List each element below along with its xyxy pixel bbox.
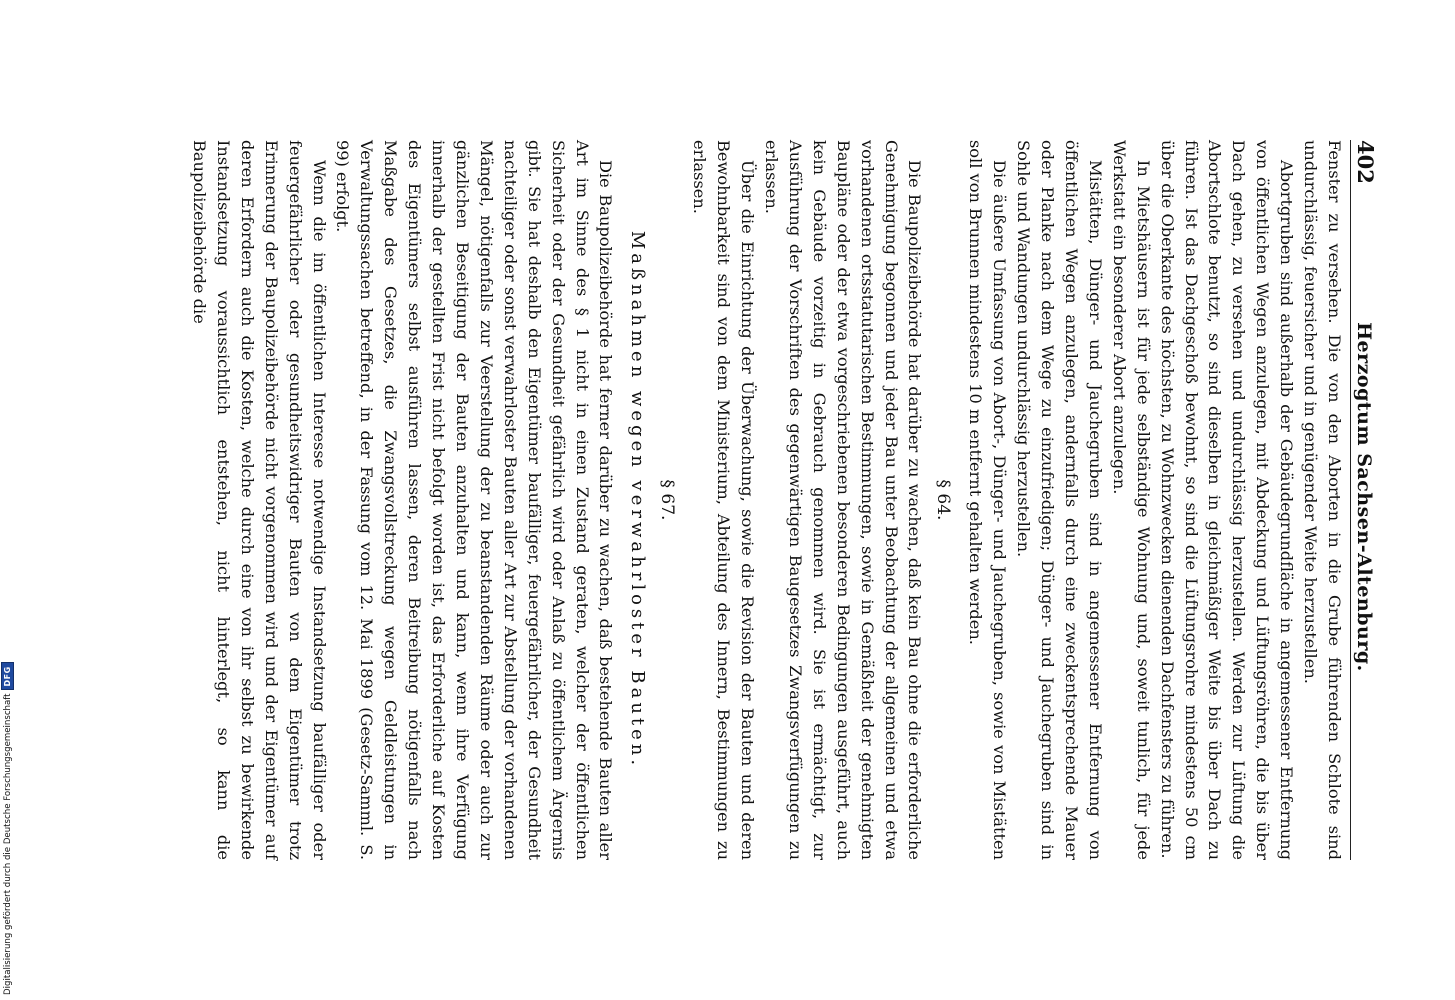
paragraph: Mistätten, Dünger- und Jauchegruben sind in angemessener Entfernung von öffentlichen Wegen anzulegen, andernfalls durch eine zweckentsprechende Mauer oder Planke nach dem Wege zu einzufriedigen; Dünger- und Jauchegruben sind in Sohle und Wandungen undurchlässig herzustellen. — [1014, 140, 1105, 860]
paragraph: Die Baupolizeibehörde hat ferner darüber zu wachen, daß bestehende Bauten aller Art im Sinne des § 1 nicht in einen Zustand geraten, welcher der öffentlichen Sicherheit oder der Gesundheit gefährlich wird oder Anlaß zu öffentlichem Ärgernis gibt. Sie hat deshalb den Eigentümer baufälliger, feuergefährlicher, der Gesundheit nachteiliger oder sonst verwahrloster Bauten aller Art zur Abstellung der vorhandenen Mängel, nötigenfalls zur Veerstellung der zu beanstandenden Räume oder auch zur gänzlichen Beseitigung der Bauten anzuhalten und kann, wenn ihre Verfügung innerhalb der gestellten Frist nicht befolgt worden ist, das Erforderliche auf Kosten des Eigentümers selbst ausführen lassen, deren Beitreibung nötigenfalls nach Maßgabe des Gesetzes, die Zwangsvollstreckung wegen Geldleistungen in Verwaltungssachen betreffend, in der Fassung vom 12. Mai 1899 (Gesetz-Samml. S. 99) erfolgt. — [333, 140, 616, 860]
paragraph: Über die Einrichtung der Überwachung, sowie die Revision der Bauten und deren Bewohnbarkeit sind von dem Ministerium, Abteilung des Innern, Bestimmungen zu erlassen. — [690, 140, 758, 860]
paragraph: Die äußere Umfassung von Abort-, Dünger- und Jauchegruben, sowie von Mistätten soll von Brunnen mindestens 10 m entfernt gehalten werden. — [966, 140, 1010, 860]
section-heading-64: § 64. — [933, 479, 954, 521]
page-content — [187, 130, 1378, 870]
paragraph: Wenn die im öffentlichen Interesse notwendige Instandsetzung baufälliger oder feuergefährlicher oder gesundheitswidriger Bauten von dem Eigentümer trotz Erinnerung der Baupolizeibehörde nicht vorgenommen wird und der Eigentümer auf deren Erfordern auch die Kosten, welche durch eine von ihr selbst zu bewirkende Instandsetzung voraussichtlich entstehen, nicht hinterlegt, so kann die Baupolizeibehörde die — [190, 140, 329, 860]
rotated-text-block — [88, 130, 1378, 870]
header-rule — [1350, 140, 1351, 860]
digitization-footer — [1, 662, 14, 995]
page-header — [1353, 140, 1378, 860]
section-heading-67: § 67. — [657, 479, 678, 521]
paragraph: Fenster zu versehen. Die von den Aborten in die Grube führenden Schlote sind undurchlässig, feuersicher und in genügender Weite herzustellen. — [1301, 140, 1344, 860]
dfg-logo: DFG — [1, 662, 14, 690]
running-title: Herzogtum Sachsen-Altenburg. — [1353, 322, 1375, 672]
paragraph: Die Baupolizeibehörde hat darüber zu wachen, daß kein Bau ohne die erforderliche Genehmigung begonnen und jeder Bau unter Beobachtung der allgemeinen und etwa vorhandenen ortsstatutarischen Bestimmungen, sowie in Gemäßheit der genehmigten Baupläne oder der etwa vorgeschriebenen besonderen Bedingungen ausgeführt, auch kein Gebäude vorzeitig in Gebrauch genommen wird. Sie ist ermächtigt, zur Ausführung der Vorschriften des gegenwärtigen Baugesetzes Zwangsverfügungen zu erlassen. — [762, 140, 925, 860]
digitization-note: Digitalisierung gefördert durch die Deutsche Forschungsgemeinschaft — [2, 693, 13, 995]
paragraph: In Mietshäusern ist für jede selbständige Wohnung und, soweit tunlich, für jede Werkstatt ein besonderer Abort anzulegen. — [1109, 140, 1153, 860]
page-number: 402 — [1353, 140, 1378, 184]
paragraph: Abortgruben sind außerhalb der Gebäudegrundfläche in angemessener Entfernung von öffentlichen Wegen anzulegen, mit Abdeckung und Lüftungsröhren, die bis über Dach gehen, zu versehen und undurchlässig herzustellen. Werden zur Lüftung die Abortschlote benutzt, so sind dieselben in gleichmäßiger Weite bis über Dach zu führen. Ist das Dachgeschoß bewohnt, so sind die Lüftungsrohre mindestens 50 cm über die Oberkante des höchsten, zu Wohnzwecken dienenden Dachfensters zu führen. — [1157, 140, 1297, 860]
section-title-67: Maßnahmen wegen verwahrloster Bauten. — [627, 230, 649, 770]
